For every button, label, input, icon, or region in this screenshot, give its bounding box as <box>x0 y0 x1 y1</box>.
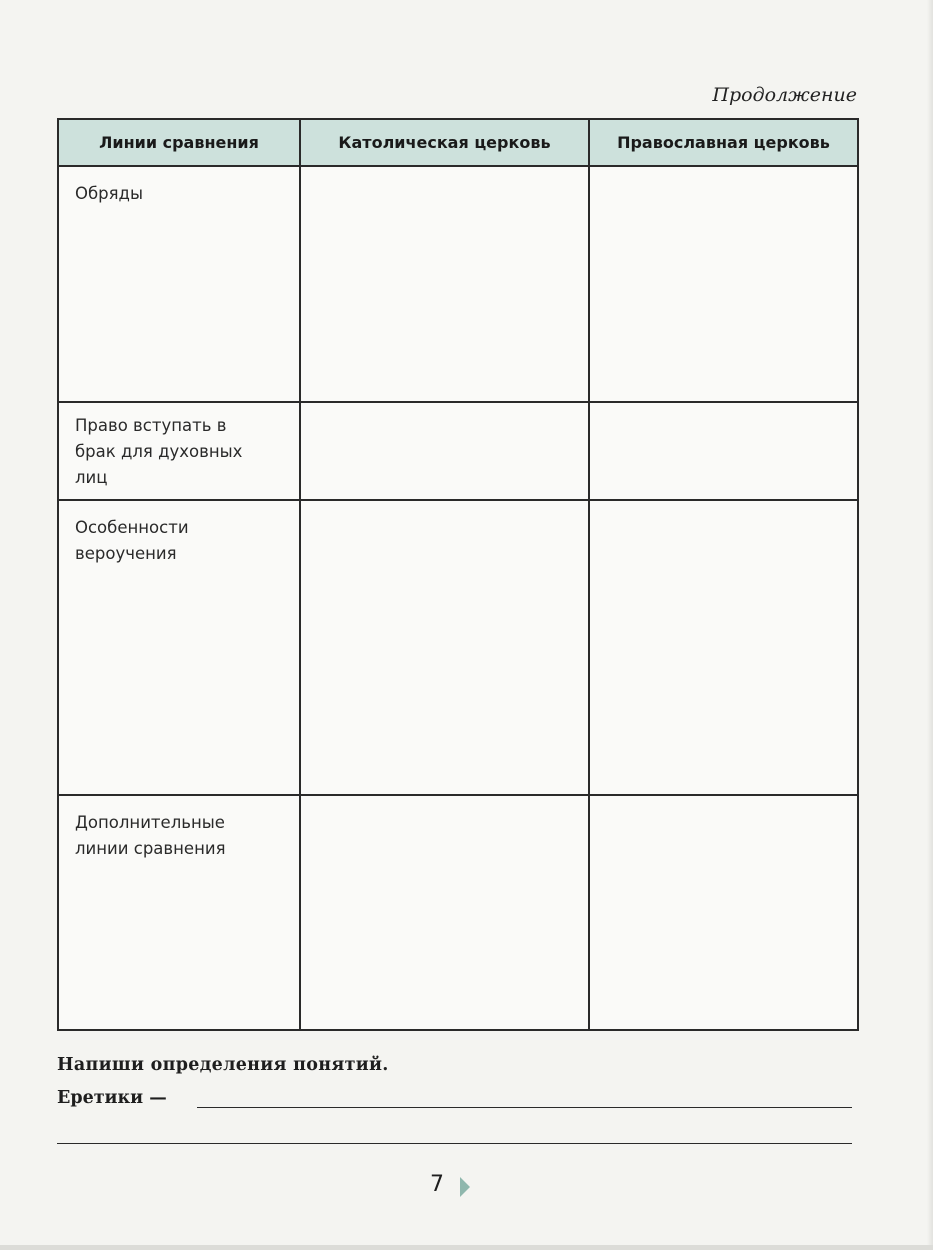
header-comparison-lines: Линии сравнения <box>58 119 300 166</box>
cell-orthodox-additional[interactable] <box>589 795 858 1030</box>
table-row <box>58 795 858 1030</box>
header-catholic-church: Католическая церковь <box>300 119 589 166</box>
row-label-doctrine-text: Особенности вероучения <box>75 518 189 563</box>
comparison-table <box>57 118 859 1031</box>
table-header-row <box>58 119 858 166</box>
cell-catholic-additional[interactable] <box>300 795 589 1030</box>
row-label-additional-text: Дополнительные линии сравнения <box>75 813 226 858</box>
table-row <box>58 500 858 795</box>
row-label-rites: Обряды <box>58 166 300 402</box>
row-label-doctrine <box>58 500 300 795</box>
cell-orthodox-rites[interactable] <box>589 166 858 402</box>
answer-line[interactable] <box>197 1107 852 1108</box>
term-heretics: Еретики — <box>57 1088 167 1108</box>
answer-line[interactable] <box>57 1143 852 1144</box>
cell-orthodox-clergy-marriage[interactable] <box>589 402 858 500</box>
page-arrow-icon <box>458 1175 472 1199</box>
cell-catholic-clergy-marriage[interactable] <box>300 402 589 500</box>
page-bottom-edge <box>0 1245 933 1250</box>
row-label-additional <box>58 795 300 1030</box>
cell-catholic-rites[interactable] <box>300 166 589 402</box>
table-row <box>58 402 858 500</box>
cell-catholic-doctrine[interactable] <box>300 500 589 795</box>
task-instruction: Напиши определения понятий. <box>57 1055 389 1075</box>
row-label-clergy-marriage <box>58 402 300 500</box>
continuation-label: Продолжение <box>712 84 857 106</box>
page-edge <box>927 0 933 1250</box>
row-label-clergy-marriage-text: Право вступать в брак для духовных лиц <box>75 416 243 487</box>
page-number: 7 <box>430 1172 444 1197</box>
header-orthodox-church: Православная церковь <box>589 119 858 166</box>
cell-orthodox-doctrine[interactable] <box>589 500 858 795</box>
table-row <box>58 166 858 402</box>
